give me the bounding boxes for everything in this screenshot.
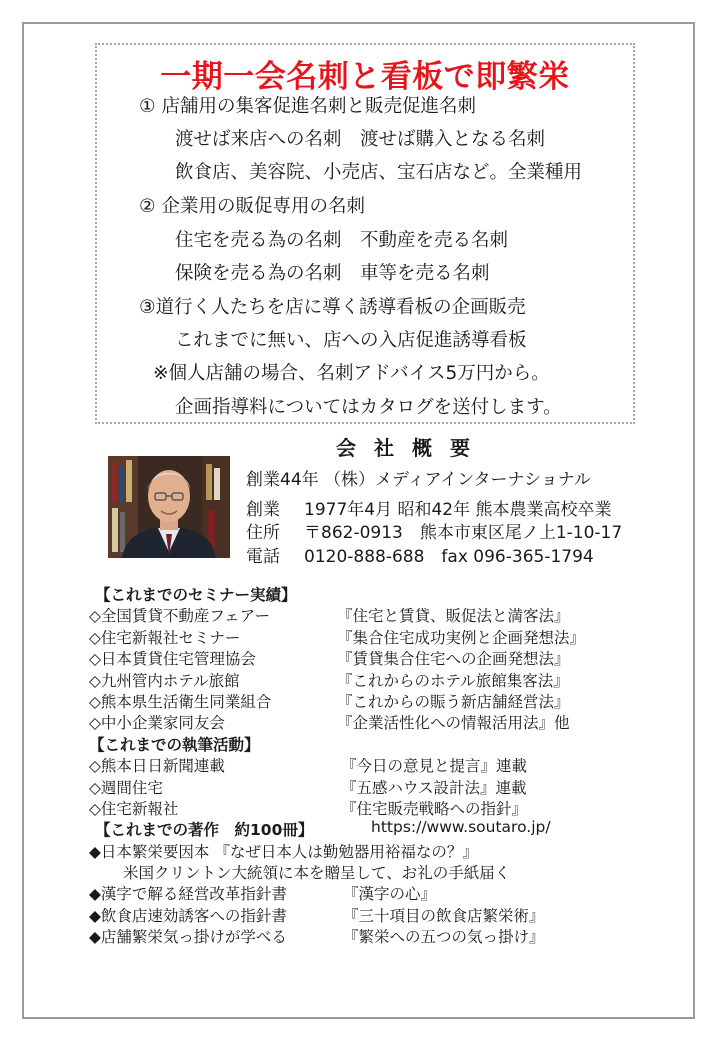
list-item: ◇全国賃貸不動産フェアー 『住宅と賃貸、販促法と満客法』 (89, 607, 570, 626)
promo-line: 渡せば来店への名刺 渡せば購入となる名刺 (175, 129, 546, 150)
list-item: ◆飲食店速効誘客への指針書 『三十項目の飲食店繁栄術』 (89, 906, 545, 925)
phone-row (246, 542, 594, 567)
company-name: 創業44年 （株）メディアインターナショナル (246, 470, 591, 490)
achievements-list (89, 583, 689, 947)
list-item: ◇住宅新報社 『住宅販売戦略への指針』 (89, 799, 528, 818)
founded-label: 創業 (246, 500, 280, 520)
promo-line: ② 企業用の販促専用の名刺 (139, 196, 365, 217)
promo-line: ① 店舗用の集客促進名刺と販売促進名刺 (139, 96, 476, 117)
promo-line: これまでに無い、店への入店促進誘導看板 (175, 330, 527, 351)
list-item: ◇住宅新報社セミナー 『集合住宅成功実例と企画発想法』 (89, 628, 586, 647)
list-item: ◇日本賃貸住宅管理協会 『賃貸集合住宅への企画発想法』 (89, 650, 570, 669)
list-item: ◆漢字で解る経営改革指針書 『漢字の心』 (89, 885, 437, 904)
promo-line: ※個人店舗の場合、名刺アドバイス5万円から。 (153, 363, 550, 384)
phone-label: 電話 (246, 547, 280, 567)
promo-title: 一期一会名刺と看板で即繁栄 (160, 59, 570, 95)
list-item: ◇熊本県生活衛生同業組合 『これからの賑う新店舗経営法』 (89, 692, 570, 711)
promo-box (95, 43, 635, 424)
promo-line: 飲食店、美容院、小売店、宝石店など。全業種用 (175, 162, 583, 183)
profile-title: 会社概要 (336, 436, 488, 460)
featured-book-note: 米国クリントン大統領に本を贈呈して、お礼の手紙届く (123, 864, 511, 883)
promo-line: 企画指導料についてはカタログを送付します。 (175, 397, 562, 418)
list-item: ◇熊本日日新聞連載 『今日の意見と提言』連載 (89, 757, 528, 776)
address-value: 〒862-0913 熊本市東区尾ノ上1-10-17 (304, 523, 623, 543)
address-row (246, 518, 622, 543)
promo-line: ③道行く人たちを店に導く誘導看板の企画販売 (139, 297, 526, 318)
seminars-heading: 【これまでのセミナー実績】 (95, 586, 297, 604)
writing-heading: 【これまでの執筆活動】 (89, 735, 260, 754)
list-item: ◆店舗繁栄気っ掛けが学べる 『繁栄への五つの気っ掛け』 (89, 928, 545, 947)
portrait-photo (108, 456, 230, 558)
founded-row (246, 495, 612, 520)
promo-line: 住宅を売る為の名刺 不動産を売る名刺 (175, 230, 509, 251)
list-item: ◇週間住宅 『五感ハウス設計法』連載 (89, 778, 527, 797)
founded-value: 1977年4月 昭和42年 熊本農業高校卒業 (304, 500, 612, 520)
address-label: 住所 (246, 523, 280, 543)
books-heading: 【これまでの著作 約100冊】 https://www.soutaro.jp/ (95, 818, 551, 840)
promo-line: 保険を売る為の名刺 車等を売る名刺 (175, 263, 490, 284)
featured-book: ◆日本繁栄要因本 『なぜ日本人は勤勉器用裕福なの？』 (89, 842, 478, 861)
list-item: ◇中小企業家同友会 『企業活性化への情報活用法』他 (89, 714, 570, 733)
list-item: ◇九州管内ホテル旅館 『これからのホテル旅館集客法』 (89, 671, 569, 690)
phone-value: 0120-888-688 fax 096-365-1794 (304, 547, 594, 567)
website-link[interactable]: https://www.soutaro.jp/ (371, 818, 551, 837)
